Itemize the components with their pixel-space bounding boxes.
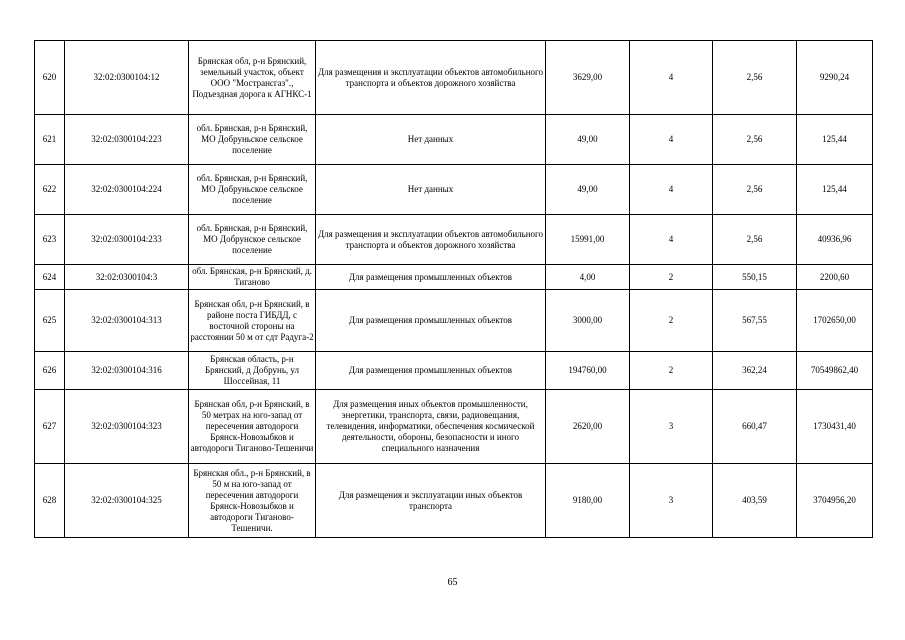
land-register-table [34, 40, 873, 538]
table-row [35, 165, 873, 215]
address-cell: обл. Брянская, р-н Брянский, МО Добрунское сельское поселение [189, 215, 316, 265]
land-use-cell: Для размещения промышленных объектов [316, 352, 546, 390]
area-cell: 15991,00 [546, 215, 630, 265]
value-cell: 125,44 [797, 165, 873, 215]
row-number: 624 [35, 265, 65, 290]
value-cell: 125,44 [797, 115, 873, 165]
rate-cell: 2,56 [713, 165, 797, 215]
value-cell: 3704956,20 [797, 464, 873, 538]
rate-cell: 2,56 [713, 115, 797, 165]
cadastral-number: 32:02:0300104:316 [65, 352, 189, 390]
address-cell: обл. Брянская, р-н Брянский, МО Добруньское сельское поселение [189, 165, 316, 215]
address-cell: Брянская обл., р-н Брянский, в 50 м на юго-запад от пересечения автодороги Брянск-Новозыбков и автодороги Тиганово-Тешеничи. [189, 464, 316, 538]
land-use-cell: Для размещения и эксплуатации иных объектов транспорта [316, 464, 546, 538]
area-cell: 49,00 [546, 165, 630, 215]
table-row [35, 464, 873, 538]
value-cell: 70549862,40 [797, 352, 873, 390]
row-number: 625 [35, 290, 65, 352]
value-cell: 1702650,00 [797, 290, 873, 352]
rate-cell: 403,59 [713, 464, 797, 538]
group-cell: 3 [630, 390, 713, 464]
address-cell: Брянская обл, р-н Брянский, земельный участок, объект ООО "Мострансгаз"., Подъездная дорога к АГНКС-1 [189, 41, 316, 115]
area-cell: 3000,00 [546, 290, 630, 352]
rate-cell: 550,15 [713, 265, 797, 290]
group-cell: 4 [630, 165, 713, 215]
address-cell: Брянская обл, р-н Брянский, в 50 метрах на юго-запад от пересечения автодороги Брянск-Новозыбков и автодороги Тиганово-Тешеничи [189, 390, 316, 464]
rate-cell: 567,55 [713, 290, 797, 352]
address-cell: обл. Брянская, р-н Брянский, д. Тиганово [189, 265, 316, 290]
rate-cell: 2,56 [713, 41, 797, 115]
row-number: 626 [35, 352, 65, 390]
cadastral-number: 32:02:0300104:12 [65, 41, 189, 115]
row-number: 621 [35, 115, 65, 165]
value-cell: 1730431,40 [797, 390, 873, 464]
group-cell: 2 [630, 265, 713, 290]
group-cell: 4 [630, 41, 713, 115]
land-use-cell: Для размещения и эксплуатации объектов автомобильного транспорта и объектов дорожного хозяйства [316, 41, 546, 115]
area-cell: 3629,00 [546, 41, 630, 115]
cadastral-number: 32:02:0300104:3 [65, 265, 189, 290]
address-cell: Брянская обл, р-н Брянский, в районе поста ГИБДД, с восточной стороны на расстоянии 50 м от сдт Радуга-2 [189, 290, 316, 352]
row-number: 622 [35, 165, 65, 215]
group-cell: 2 [630, 290, 713, 352]
rate-cell: 2,56 [713, 215, 797, 265]
group-cell: 2 [630, 352, 713, 390]
cadastral-number: 32:02:0300104:313 [65, 290, 189, 352]
land-use-cell: Для размещения иных объектов промышленности, энергетики, транспорта, связи, радиовещания, телевидения, информатики, обеспечения космической деятельности, обороны, безопасности и иного специального назначения [316, 390, 546, 464]
area-cell: 9180,00 [546, 464, 630, 538]
table-row [35, 215, 873, 265]
table-row [35, 290, 873, 352]
rate-cell: 362,24 [713, 352, 797, 390]
land-use-cell: Для размещения и эксплуатации объектов автомобильного транспорта и объектов дорожного хозяйства [316, 215, 546, 265]
land-use-cell: Нет данных [316, 165, 546, 215]
table-row [35, 41, 873, 115]
address-cell: обл. Брянская, р-н Брянский, МО Добруньское сельское поселение [189, 115, 316, 165]
row-number: 627 [35, 390, 65, 464]
cadastral-number: 32:02:0300104:233 [65, 215, 189, 265]
group-cell: 4 [630, 215, 713, 265]
area-cell: 49,00 [546, 115, 630, 165]
value-cell: 9290,24 [797, 41, 873, 115]
group-cell: 4 [630, 115, 713, 165]
area-cell: 194760,00 [546, 352, 630, 390]
area-cell: 4,00 [546, 265, 630, 290]
table-row [35, 265, 873, 290]
table-row [35, 352, 873, 390]
land-use-cell: Для размещения промышленных объектов [316, 265, 546, 290]
cadastral-number: 32:02:0300104:323 [65, 390, 189, 464]
row-number: 628 [35, 464, 65, 538]
value-cell: 2200,60 [797, 265, 873, 290]
table-row [35, 115, 873, 165]
cadastral-number: 32:02:0300104:224 [65, 165, 189, 215]
rate-cell: 660,47 [713, 390, 797, 464]
table-row [35, 390, 873, 464]
page-number: 65 [447, 577, 458, 588]
row-number: 623 [35, 215, 65, 265]
land-use-cell: Нет данных [316, 115, 546, 165]
row-number: 620 [35, 41, 65, 115]
cadastral-number: 32:02:0300104:223 [65, 115, 189, 165]
land-use-cell: Для размещения промышленных объектов [316, 290, 546, 352]
group-cell: 3 [630, 464, 713, 538]
address-cell: Брянская область, р-н Брянский, д Добрунь, ул Шоссейная, 11 [189, 352, 316, 390]
area-cell: 2620,00 [546, 390, 630, 464]
value-cell: 40936,96 [797, 215, 873, 265]
cadastral-number: 32:02:0300104:325 [65, 464, 189, 538]
